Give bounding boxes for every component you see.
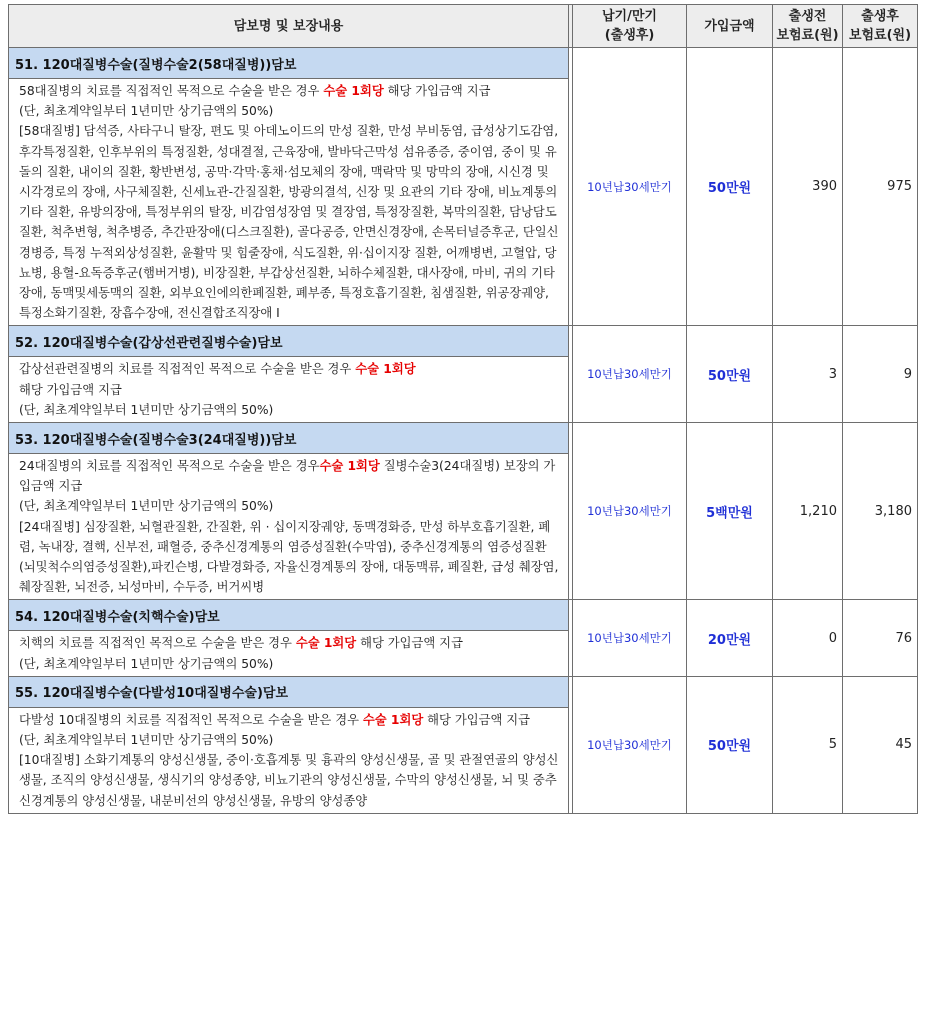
amount-cell: 20만원 [687, 600, 773, 676]
coverage-text-b: 질병수술3(24대질병) 보장의 가입금액 지급 [19, 459, 556, 494]
coverage-text-b: 해당 가입금액 지급 [356, 636, 463, 651]
coverage-title: 54. 120대질병수술(치핵수술)담보 [9, 600, 569, 631]
premium-before-cell: 1,210 [773, 423, 843, 600]
per-surgery-highlight: 수술 1회당 [362, 712, 424, 727]
table-header-row [9, 5, 918, 48]
period-cell: 10년납30세만기 [573, 600, 687, 676]
coverage-text-a: 24대질병의 치료를 직접적인 목적으로 수술을 받은 경우 [19, 459, 320, 474]
coverage-main-text [19, 710, 560, 730]
coverage-main-text [19, 456, 560, 496]
per-surgery-highlight: 수술 1회당 [319, 459, 380, 474]
premium-after-cell: 9 [843, 326, 918, 423]
coverage-text-a: 갑상선관련질병의 치료를 직접적인 목적으로 수술을 받은 경우 [19, 362, 356, 377]
coverage-text-a: 58대질병의 치료를 직접적인 목적으로 수술을 받은 경우 [19, 84, 324, 98]
amount-cell: 50만원 [687, 326, 773, 423]
header-premium-after: 출생후 보험료(원) [843, 5, 918, 48]
header-coverage: 담보명 및 보장내용 [9, 5, 569, 48]
coverage-condition: (단, 최초계약일부터 1년미만 상기금액의 50%) [19, 402, 274, 417]
premium-before-cell: 390 [773, 48, 843, 326]
coverage-description [9, 79, 569, 326]
premium-before-cell: 5 [773, 676, 843, 813]
coverage-description [9, 631, 569, 676]
amount-cell: 50만원 [687, 676, 773, 813]
coverage-condition: (단, 최초계약일부터 1년미만 상기금액의 50%) [19, 499, 274, 514]
period-cell: 10년납30세만기 [573, 326, 687, 423]
premium-after-cell: 3,180 [843, 423, 918, 600]
coverage-title-row [9, 600, 918, 631]
coverage-title: 51. 120대질병수술(질병수술2(58대질병))담보 [9, 48, 569, 79]
premium-before-cell: 0 [773, 600, 843, 676]
header-premium-before: 출생전 보험료(원) [773, 5, 843, 48]
coverage-title: 53. 120대질병수술(질병수술3(24대질병))담보 [9, 423, 569, 454]
coverage-text-a: 치핵의 치료를 직접적인 목적으로 수술을 받은 경우 [19, 636, 296, 651]
amount-cell: 50만원 [687, 48, 773, 326]
per-surgery-highlight: 수술 1회당 [295, 636, 357, 651]
coverage-text-b: 해당 가입금액 지급 [423, 712, 531, 727]
period-cell: 10년납30세만기 [573, 423, 687, 600]
premium-after-cell: 76 [843, 600, 918, 676]
coverage-condition: (단, 최초계약일부터 1년미만 상기금액의 50%) [19, 733, 274, 748]
coverage-description [9, 357, 569, 423]
per-surgery-highlight: 수술 1회당 [323, 84, 384, 98]
disease-list: [10대질병] 소화기계통의 양성신생물, 중이·호흡계통 및 흉곽의 양성신생물, 골 및 관절연골의 양성신생물, 조직의 양성신생물, 생식기의 양성종양, 비뇨기관의 양성신생물, 수막의 양성신생물, 뇌 및 중추신경계통의 양성신생물, 내분비선의 양성신생물, 유방의 양성종양 [19, 753, 559, 808]
coverage-condition: (단, 최초계약일부터 1년미만 상기금액의 50%) [19, 104, 274, 119]
coverage-title-row [9, 48, 918, 79]
coverage-text-b: 해당 가입금액 지급 [383, 84, 491, 98]
coverage-title-row [9, 423, 918, 454]
coverage-title-row [9, 676, 918, 707]
period-cell: 10년납30세만기 [573, 676, 687, 813]
coverage-description [9, 707, 569, 813]
premium-before-cell: 3 [773, 326, 843, 423]
coverage-title: 55. 120대질병수술(다발성10대질병수술)담보 [9, 676, 569, 707]
premium-after-cell: 45 [843, 676, 918, 813]
coverage-main-text [19, 633, 560, 653]
coverage-title: 52. 120대질병수술(갑상선관련질병수술)담보 [9, 326, 569, 357]
per-surgery-highlight: 수술 1회당 [355, 362, 416, 377]
header-amount: 가입금액 [687, 5, 773, 48]
coverage-description [9, 454, 569, 600]
disease-list: [58대질병] 담석증, 사타구니 탈장, 편도 및 아데노이드의 만성 질환, 만성 부비동염, 급성상기도감염, 후각특정질환, 인후부위의 특정질환, 성대결절, 근육장애, 발바닥근막성 섬유종증, 중이염, 중이 및 유돌의 질환, 내이의 질환, 황반변성, 공막·각막·홍채·섬모체의 장애, 맥락막 및 망막의 장애, 시신경 및 시각경로의 장애, 사구체질환, 신세뇨관-간질질환, 방광의결석, 신장 및 요관의 기타 장애, 비뇨계통의 기타 질환, 유방의장애, 특정부위의 탈장, 비감염성장염 및 결장염, 특정장질환, 복막의질환, 담낭담도질환, 척추변형, 척추병증, 추간판장애(디스크질환), 골다공증, 안면신경장애, 손목터널증후군, 단일신경병증, 특정 누적외상성질환, 윤활막 및 힘줄장애, 식도질환, 위·십이지장 질환, 어깨병변, 고혈압, 당뇨병, 용혈-요독증후군(햄버거병), 비장질환, 부갑상선질환, 뇌하수체질환, 대사장애, 마비, 귀의 기타장애, 동맥및세동맥의 질환, 외부요인에의한폐질환, 폐부종, 특정호흡기질환, 침샘질환, 위공장궤양, 특정소화기질환, 장흡수장애, 전신결합조직장애 I [19, 124, 559, 321]
amount-cell: 5백만원 [687, 423, 773, 600]
coverage-main-text [19, 359, 560, 399]
coverage-condition: (단, 최초계약일부터 1년미만 상기금액의 50%) [19, 656, 274, 671]
disease-list: [24대질병] 심장질환, 뇌혈관질환, 간질환, 위 · 십이지장궤양, 동맥경화증, 만성 하부호흡기질환, 폐렴, 녹내장, 결핵, 신부전, 패혈증, 중추신경계통의 염증성질환(수막염), 중추신경계통의 염증성질환(뇌및척수의염증성질환),파킨슨병, 다발경화증, 자율신경계통의 장애, 대동맥류, 폐질환, 급성 췌장염, 췌장질환, 뇌전증, 뇌성마비, 수두증, 버거씨병 [19, 519, 559, 595]
header-period: 납기/만기 (출생후) [573, 5, 687, 48]
coverage-table [8, 4, 918, 814]
coverage-text-a: 다발성 10대질병의 치료를 직접적인 목적으로 수술을 받은 경우 [19, 712, 363, 727]
coverage-text-b: 해당 가입금액 지급 [19, 382, 122, 397]
period-cell: 10년납30세만기 [573, 48, 687, 326]
coverage-title-row [9, 326, 918, 357]
premium-after-cell: 975 [843, 48, 918, 326]
coverage-main-text [19, 81, 560, 101]
